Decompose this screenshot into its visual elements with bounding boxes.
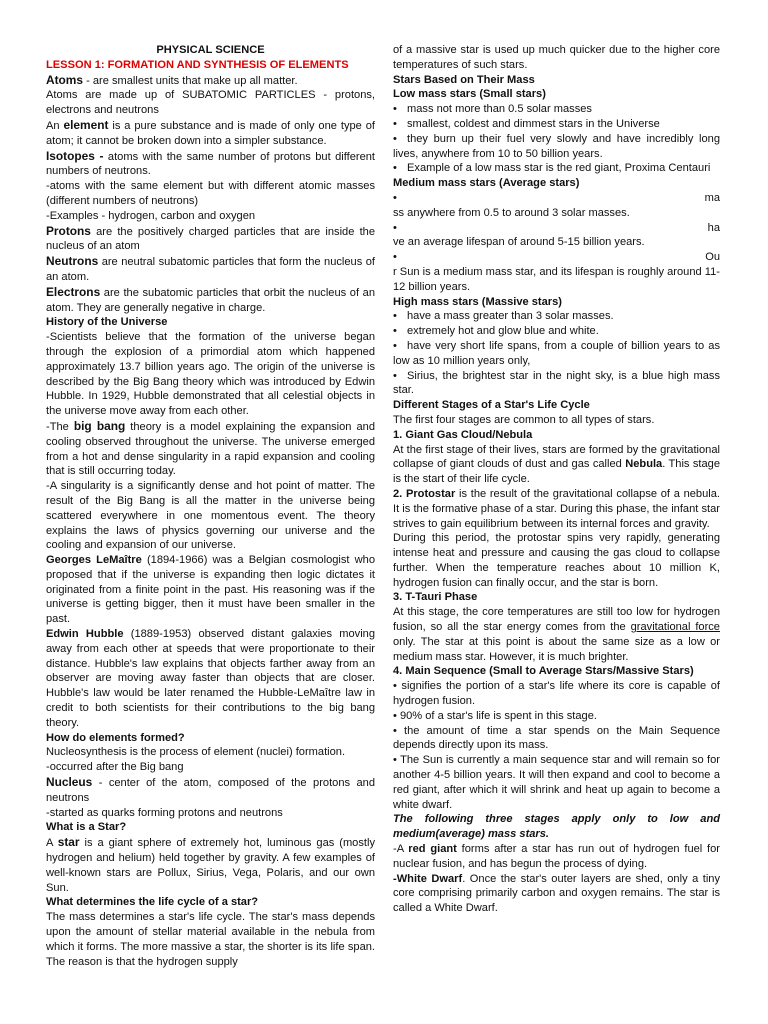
lemaitre-definition: (1894-1966) was a Belgian cosmologist who proposed that if the universe is expanding then logic dictates it originated from a finite point in the past. His reasoning was if the universe is getting bigger, then it must have been smaller in the past. xyxy=(46,554,376,626)
stage-3-text-b: only. The star at this point is about the same size as a low or medium mass star. However, it is much brighter. xyxy=(393,635,720,663)
stage-1-end: . This stage is the start of their life cycle. xyxy=(393,458,720,486)
red-giant-prefix: -A xyxy=(393,843,409,856)
medium-mass-text-1: ss anywhere from 0.5 to around 3 solar masses. xyxy=(393,206,630,219)
low-mass-item-2 xyxy=(393,117,720,132)
protons-paragraph xyxy=(46,224,375,255)
isotopes-term: Isotopes - xyxy=(46,148,104,163)
element-prefix: An xyxy=(46,119,64,132)
element-term: element xyxy=(63,117,109,132)
bullet-icon: • xyxy=(393,221,397,234)
hubble-definition: (1889-1953) observed distant galaxies moving away from each other at speeds that were proportionate to their distance. Hubble's law explains that objects farther away from an observer are moving away faster than objects that are closer. Hubble's law would be later renamed the Hubble-LeMaître law in credit to both scientists for their contributions to the big bang theory. xyxy=(46,628,376,729)
high-mass-text-1: have a mass greater than 3 solar masses. xyxy=(407,310,614,323)
stage-1-text: At the first stage of their lives, stars are formed by the gravitational collapse of giant clouds of dust and gas called xyxy=(393,443,720,471)
stage-3-text-a: At this stage, the core temperatures are still too low for hydrogen fusion, so all the star energy comes from the xyxy=(393,606,720,634)
lesson-title: LESSON 1: FORMATION AND SYNTHESIS OF ELEMENTS xyxy=(46,58,349,71)
medium-mass-text-2: ve an average lifespan of around 5-15 billion years. xyxy=(393,236,645,249)
medium-mass-item-2 xyxy=(393,221,720,236)
red-giant-paragraph xyxy=(393,842,720,872)
bullet-icon: • xyxy=(393,310,397,323)
high-mass-text-3: have very short life spans, from a couple of billion years to as low as 10 million years only, xyxy=(393,339,720,367)
low-mass-heading: Low mass stars (Small stars) xyxy=(393,88,546,101)
low-mass-text-2: smallest, coldest and dimmest stars in the Universe xyxy=(407,117,660,130)
atoms-term: Atoms xyxy=(46,72,83,87)
bullet-icon: • xyxy=(393,251,397,264)
hubble-name: Edwin Hubble xyxy=(46,628,124,641)
medium-mass-heading: Medium mass stars (Average stars) xyxy=(393,177,580,190)
star-paragraph xyxy=(46,835,375,895)
stage-1-paragraph xyxy=(393,443,720,487)
high-mass-item-1 xyxy=(393,309,720,324)
nucleus-line-2: -started as quarks forming protons and neutrons xyxy=(46,806,283,819)
low-mass-text-4: Example of a low mass star is the red giant, Proxima Centauri xyxy=(407,162,711,175)
low-mass-text-1: mass not more than 0.5 solar masses xyxy=(407,103,592,116)
atoms-paragraph xyxy=(46,73,375,89)
atoms-definition: - are smallest units that make up all matter. xyxy=(83,74,298,87)
isotopes-line-2: -atoms with the same element but with different atomic masses (different numbers of neutrons) xyxy=(46,180,375,207)
high-mass-heading: High mass stars (Massive stars) xyxy=(393,295,562,308)
bullet-icon: • xyxy=(393,369,397,382)
elements-heading: How do elements formed? xyxy=(46,731,185,744)
protons-definition: are the positively charged particles that are inside the nucleus of an atom xyxy=(46,225,375,253)
high-mass-item-2 xyxy=(393,324,720,339)
nucleus-paragraph xyxy=(46,775,375,806)
bullet-icon: • xyxy=(393,339,397,352)
medium-mass-item-3 xyxy=(393,250,720,265)
electrons-term: Electrons xyxy=(46,284,101,299)
star-prefix: A xyxy=(46,837,58,850)
big-bang-definition: theory is a model explaining the expansion and cooling observed throughout the universe. The universe emerged from a hot and dense singularity in a rapid expansion and cooling that is still occurring today. xyxy=(46,420,375,478)
medium-mass-text-3: r Sun is a medium mass star, and its lifespan is roughly around 11-12 billion years. xyxy=(393,265,720,293)
following-stages-note: The following three stages apply only to low and medium(average) mass stars. xyxy=(393,813,720,841)
low-mass-item-3 xyxy=(393,132,720,162)
stage-2-paragraph xyxy=(393,487,720,531)
medium-mass-fragment-1: ma xyxy=(704,191,720,204)
white-dwarf-term: -White Dwarf xyxy=(393,872,463,885)
stage-2-number: 2. xyxy=(393,487,406,500)
low-mass-text-3: they burn up their fuel very slowly and have incredibly long lives, anywhere from 10 to 50 billion years. xyxy=(393,132,720,160)
white-dwarf-definition: . Once the star's outer layers are shed, only a tiny core comprising primarily carbon and oxygen remains. The star is called a White Dwarf. xyxy=(393,872,721,915)
gravitational-force-link[interactable]: gravitational force xyxy=(630,621,720,634)
atoms-made-paragraph: Atoms are made up of SUBATOMIC PARTICLES - protons, electrons and neutrons xyxy=(46,89,375,117)
neutrons-paragraph xyxy=(46,254,375,285)
isotopes-paragraph xyxy=(46,149,375,180)
big-bang-prefix: -The xyxy=(46,420,74,433)
medium-mass-item-1 xyxy=(393,191,720,206)
star-definition: is a giant sphere of extremely hot, luminous gas (mostly hydrogen and helium) held together by gravity. A few examples of well-known stars are Pollux, Sirius, Vega, Polaris, and our own Sun. xyxy=(46,837,375,894)
history-paragraph: -Scientists believe that the formation of the universe began through the explosion of a primordial atom which happened approximately 13.7 billion years ago. The origin of the universe is described by the Big Bang theory which was introduced by Edwin Hubble. In 1929, Hubble demonstrated that all celestial objects in the universe move away from each other. xyxy=(46,331,375,418)
stage-4-item-4: • The Sun is currently a main sequence star and will remain so for another 4-5 billion years. It will then expand and cool to become a red giant, after which it will shrink and heat up again to become a white dwarf. xyxy=(393,754,720,811)
lifecycle-paragraph: The mass determines a star's life cycle. The star's mass depends upon the amount of stellar material available in the nebula from which it forms. The more massive a star, the shorter is its life span. The reason is that the hydrogen supply xyxy=(46,911,375,968)
stages-intro: The first four stages are common to all types of stars. xyxy=(393,413,655,426)
low-mass-item-1 xyxy=(393,102,720,117)
bullet-icon: • xyxy=(393,162,397,175)
lemaitre-paragraph xyxy=(46,553,375,627)
stage-4-heading: 4. Main Sequence (Small to Average Stars/Massive Stars) xyxy=(393,665,694,678)
electrons-paragraph xyxy=(46,285,375,316)
high-mass-item-4 xyxy=(393,369,720,399)
history-heading: History of the Universe xyxy=(46,316,168,329)
nucleosynthesis-line-2: -occurred after the Big bang xyxy=(46,761,184,774)
big-bang-term: big bang xyxy=(73,418,126,433)
mass-heading: Stars Based on Their Mass xyxy=(393,73,535,86)
bullet-icon: • xyxy=(393,103,397,116)
high-mass-text-2: extremely hot and glow blue and white. xyxy=(407,325,599,338)
high-mass-text-4: Sirius, the brightest star in the night sky, is a blue high mass star. xyxy=(393,369,720,397)
bullet-icon: • xyxy=(393,117,397,130)
stages-heading: Different Stages of a Star's Life Cycle xyxy=(393,399,590,412)
star-heading: What is a Star? xyxy=(46,821,127,834)
stage-4-item-2: • 90% of a star's life is spent in this stage. xyxy=(393,709,597,722)
stage-2-paragraph-2: During this period, the protostar spins very rapidly, generating intense heat and pressure and causing the gas cloud to collapse further. When the temperature reaches about 10 million K, hydrogen fusion can finally occur, and the star is born. xyxy=(393,532,720,589)
nucleosynthesis-line-1: Nucleosynthesis is the process of element (nuclei) formation. xyxy=(46,746,346,759)
nebula-term: Nebula xyxy=(625,458,663,471)
bullet-icon: • xyxy=(393,191,397,204)
protostar-term: Protostar xyxy=(405,487,456,500)
nucleus-definition: - center of the atom, composed of the protons and neutrons xyxy=(46,777,375,804)
medium-mass-fragment-2: ha xyxy=(707,221,720,234)
bullet-icon: • xyxy=(393,325,397,338)
red-giant-definition: forms after a star has run out of hydrogen fuel for nuclear fusion, and has begun the process of dying. xyxy=(393,843,720,870)
stage-3-heading: 3. T-Tauri Phase xyxy=(393,591,478,604)
document-title: PHYSICAL SCIENCE xyxy=(156,44,265,56)
low-mass-item-4 xyxy=(393,161,720,176)
big-bang-paragraph xyxy=(46,419,375,479)
singularity-paragraph: -A singularity is a significantly dense and hot point of matter. The result of the Big Bang is all the matter in the universe being scattered everywhere in one momentous event. The theory explains the laws of physics governing our universe and the cooling and expansion of our universe. xyxy=(46,480,375,552)
nucleus-term: Nucleus xyxy=(46,775,93,790)
neutrons-definition: are neutral subatomic particles that form the nucleus of an atom. xyxy=(46,256,375,283)
stage-4-item-3: • the amount of time a star spends on the Main Sequence depends directly upon its mass. xyxy=(393,724,720,752)
stage-4-item-1: • signifies the portion of a star's life where its core is capable of hydrogen fusion. xyxy=(393,680,720,708)
continued-paragraph: of a massive star is used up much quicker due to the higher core temperatures of such stars. xyxy=(393,44,720,71)
left-column xyxy=(46,43,375,969)
isotopes-line-3: -Examples - hydrogen, carbon and oxygen xyxy=(46,209,256,222)
protons-term: Protons xyxy=(46,223,91,238)
neutrons-term: Neutrons xyxy=(46,254,99,269)
lemaitre-name: Georges LeMaître xyxy=(46,554,142,567)
high-mass-item-3 xyxy=(393,339,720,369)
stage-3-paragraph xyxy=(393,605,720,664)
isotopes-definition: atoms with the same number of protons but different numbers of neutrons. xyxy=(46,150,375,178)
star-term: star xyxy=(57,835,80,850)
medium-mass-fragment-3: Ou xyxy=(705,251,720,264)
element-definition: is a pure substance and is made of only one type of atom; it cannot be broken down into a simpler substance. xyxy=(46,119,375,147)
bullet-icon: • xyxy=(393,132,397,145)
lifecycle-heading: What determines the life cycle of a star? xyxy=(46,896,259,909)
stage-1-heading: 1. Giant Gas Cloud/Nebula xyxy=(393,428,533,441)
right-column xyxy=(393,43,720,916)
electrons-definition: are the subatomic particles that orbit the nucleus of an atom. They are generally negative in charge. xyxy=(46,286,375,314)
red-giant-term: red giant xyxy=(408,843,457,856)
stage-2-definition: is the result of the gravitational collapse of a nebula. It is the formative phase of a star. During this phase, the infant star strives to gain equilibrium between its internal forces and gravity. xyxy=(393,487,720,530)
element-paragraph xyxy=(46,118,375,149)
white-dwarf-paragraph xyxy=(393,872,720,916)
hubble-paragraph xyxy=(46,627,375,731)
